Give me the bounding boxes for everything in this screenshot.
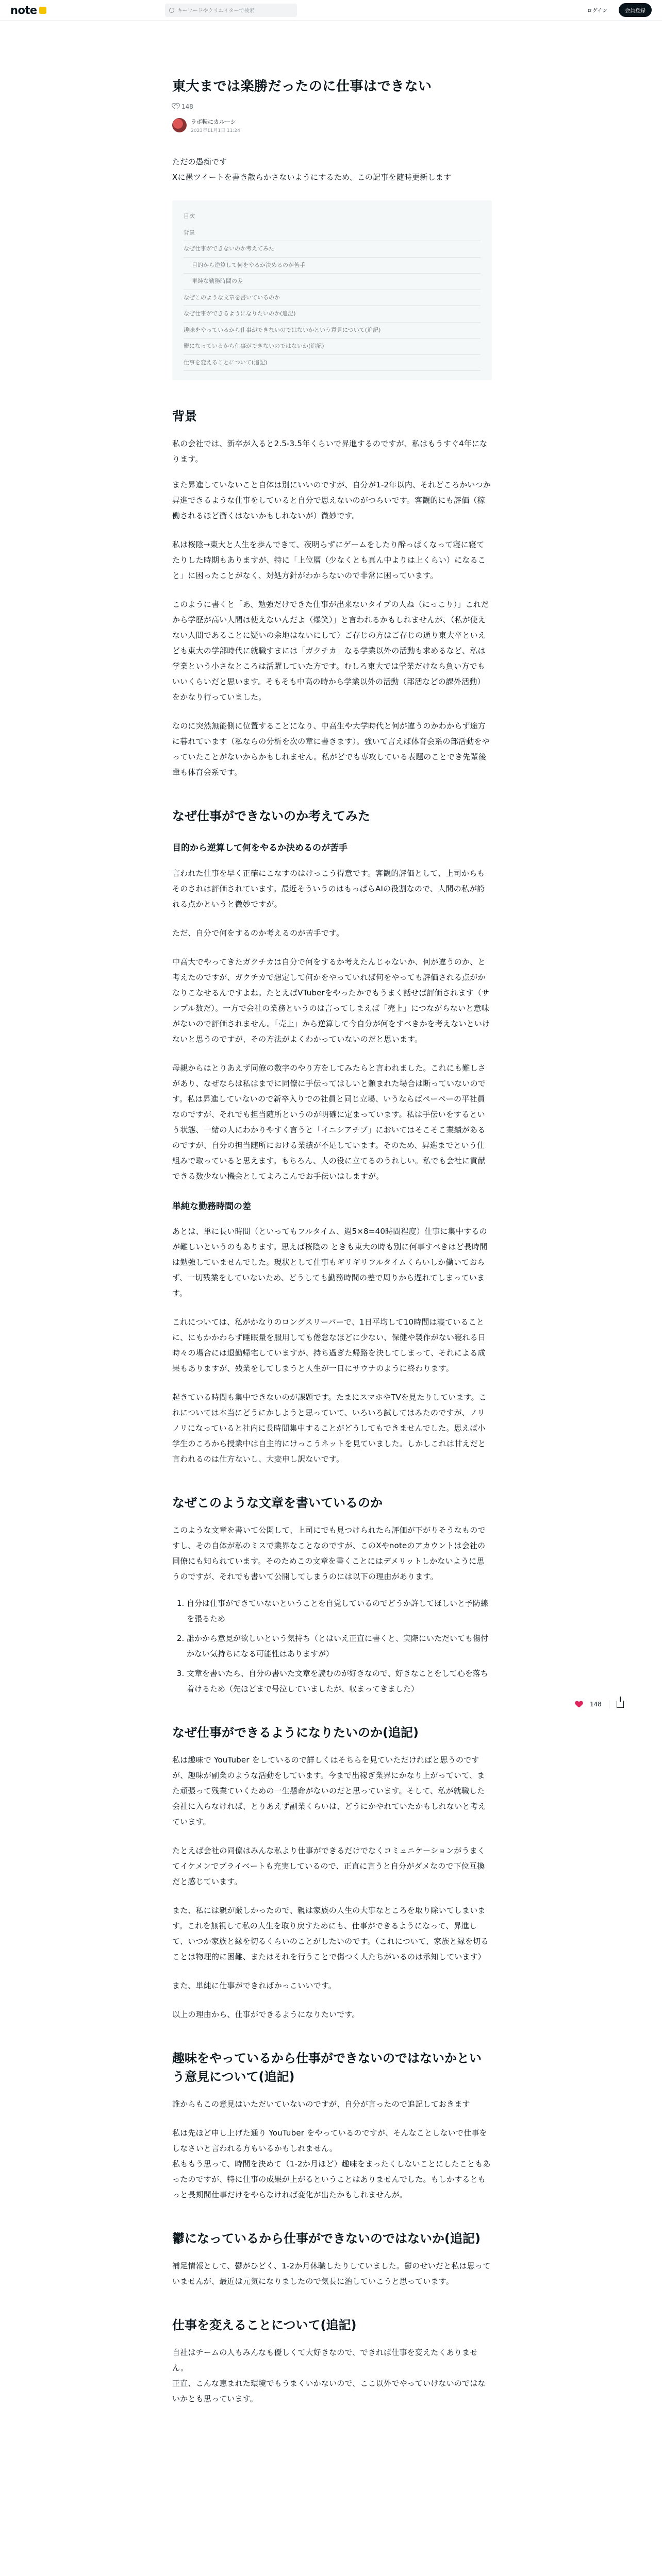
paragraph: 母親からはとりあえず同僚の数字のやり方をしてみたらと言われました。これにも難しさがあり、なぜならは私はまでに同僚に手伝ってはしいと頼まれた場合は断っていないのです。私は昇進していないので新卒入りでの社員と同じ立場、いうならばペーペーの平社員なのですが、それでも担当随所というのが明確に定まっています。私は手伝いをするという状態、一緒の人にわかりやすく言うと「イニシアチブ」においてはそこそこ業績があるのですが、自分の担当随所における業績が不足しています。そのため、昇進までという仕組みで取っていると思えます。もちろん、人の役に立てるのうれしい。私でも会社に貢献できる数少ない機会としてよろこんでお手伝いはしますが。 [172, 1063, 486, 1181]
reasons-list [172, 1596, 492, 1697]
section-heading: 仕事を変えることについて(追記) [172, 2318, 357, 2333]
paragraph: また、私には親が厳しかったので、親は家族の人生の大事なところを取り除いてしまいます。これを無視して私の人生を取り戻すためにも、仕事ができるようになって、昇進して、いつか家族と縁を切るくらいのことがしたいのです。（これについて、家族と縁を切ることは物理的に困難、またはそれを行うことで傷つく人たちがいるのは承知しています） [172, 1906, 489, 1962]
toc-item[interactable]: 単純な勤務時間の差 [184, 274, 481, 290]
paragraph: 私は先ほど申し上げた通り YouTuber をやっているのですが、そんなことしないで仕事をしなさいと言われる方もいるかもしれません。 私ももう思って、時間を決めて（1-2か月ほど）趣味をまったくしないことにしたこともあったのですが、特に仕事の成果が上がるということはありませんでした。もしかするともっと長期間仕事だけをやらなければ変化が出たかもしれませんが。 [172, 2128, 491, 2200]
paragraph: 中高大でやってきたガクチカは自分で何をするか考えたんじゃないか、何が違うのか、と考えたのですが、ガクチカで想定して何かをやっていれば何をやっても評価される点がかなりこなせるんですよね。たとえばVTuberをやったかでもうまく話せば評価されます（サンプル数だ）。一方で会社の業務というのは言ってしまえば「売上」につながらないと意味がないので評価されません。「売上」から逆算して今自分が何をすべきかを考えないといけないと思うのですが、その方法がよくわかっていないのだと思います。 [172, 957, 490, 1044]
paragraph: あとは、単に長い時間（といってもフルタイム、週5×8=40時間程度）仕事に集中するのが難しいというのもあります。思えば桜陰の ときも東大の時も別に何事すべきはど長時間は勉強していませんでした。現状として仕事もギリギリフルタイムくらいしか働いておらず、一切残業をしていないため、どうしても勤務時間の差で周りから遅れてしまっています。 [172, 1227, 488, 1298]
paragraph: なのに突然無能側に位置することになり、中高生や大学時代と何が違うのかわからず途方に暮れています（私ならの分析を次の章に書きます）。強いて言えば体育会系の部活動をやっていたことがないからかもしれません。私がどでも専攻している表題のことでき先輩後輩も体育会系です。 [172, 721, 490, 777]
section-heading: 趣味をやっているから仕事ができないのではないかという意見について(追記) [172, 2051, 482, 2084]
list-item: 3. 文章を書いたら、自分の書いた文章を読むのが好きなので、好きなことをして心を落ち着けるため（先ほどまで号泣していましたが、収まってきました） [187, 1666, 492, 1697]
paragraph: 私は趣味で YouTuber をしているので詳しくはそちらを見ていただければと思うのですが、趣味が副業のような活動をしています。今まで出稼ぎ業界にかなり上がっていて、また頑張って残業ていくための一生懸命がないのだと思っています。そして、私が就職した会社に入らなければ、とりあえず副業くらいは、どうにかやれていたかもしれないと考えています。 [172, 1755, 486, 1827]
search-input[interactable] [165, 4, 297, 17]
logo-badge-icon [39, 7, 46, 14]
like-count: 148 [590, 1701, 602, 1708]
logo-text: note [10, 4, 37, 16]
toc-list [184, 225, 481, 371]
article [172, 77, 492, 2406]
paragraph: たとえば会社の同僚はみんな私より仕事ができるだけでなくコミュニケーションがうまくてイケメンでプライベートも充実しているので、正直に言うと自分がダメなので下位互換だと感じています。 [172, 1846, 486, 1887]
paragraph: ただ、自分で何をするのか考えるのが苦手です。 [172, 928, 344, 938]
intro-text: ただの愚痴です Xに愚ツイートを書き散らかさないようにするため、この記事を随時更新します [172, 157, 452, 182]
heart-icon[interactable] [172, 104, 178, 109]
toc-item[interactable]: 仕事を変えることについて(追記) [184, 355, 481, 371]
share-icon[interactable] [617, 1701, 624, 1708]
paragraph: 誰からもこの意見はいただいていないのですが、自分が言ったので追記しておきます [172, 2099, 470, 2109]
toc-item[interactable]: なぜこのような文章を書いているのか [184, 290, 481, 307]
login-button[interactable]: ログイン [587, 8, 607, 14]
toc-item[interactable]: なぜ仕事ができないのか考えてみた [184, 241, 481, 258]
search-placeholder: キーワードやクリエイターで検索 [177, 8, 255, 14]
header-actions [582, 3, 652, 17]
toc-item[interactable]: 鬱になっているから仕事ができないのではないか(追記) [184, 338, 481, 355]
publish-date: 2023年11月1日 11:24 [191, 128, 240, 133]
article-title: 東大までは楽勝だったのに仕事はできない [172, 79, 432, 94]
subsection-heading: 単純な勤務時間の差 [172, 1201, 251, 1212]
floating-actions [575, 1700, 624, 1708]
like-row [172, 103, 492, 110]
toc-item[interactable]: 趣味をやっているから仕事ができないのではないかという意見について(追記) [184, 323, 481, 339]
paragraph: 自社はチームの人もみんなも優しくて大好きなので、できれば仕事を変えたくありません。 正直、こんな恵まれた環境でもうまくいかないので、ここ以外でやっていけないのではないかとも思っています。 [172, 2348, 486, 2404]
paragraph: このような文章を書いて公開して、上司にでも見つけられたら評価が下がりそうなものですし、その自体が私のミスで業界なことなのですが、このXやnoteのアカウントは会社の同僚にも知られています。そのためこの文章を書くことにはデメリットしかないように思うのですが、それでも書いて公開してしまうのには以下の理由があります。 [172, 1526, 486, 1582]
logo[interactable] [10, 4, 46, 16]
paragraph: 起きている時間も集中できないのが課題です。たまにスマホやTVを見たりしています。これについては本当にどうにかしようと思っていて、いろいろ試してはみたのですが、ノリノリになっていると社内に長時間集中することがどうしてもできませんでした。思えば小学生のころから授業中は自主的にけっこうネットを見ていました。しかしこれは甘えだと言われるのは仕方ないし、大変申し訳ないです。 [172, 1393, 487, 1464]
section-heading: なぜ仕事ができないのか考えてみた [172, 809, 370, 824]
list-item: 1. 自分は仕事ができていないということを自覚しているのでどうか許してほしいと予防線を張るため [187, 1596, 492, 1626]
like-count-top: 148 [181, 103, 193, 110]
table-of-contents [172, 200, 492, 381]
author-block[interactable] [172, 117, 492, 133]
section-heading: 背景 [172, 409, 197, 424]
search-icon [169, 8, 174, 13]
paragraph: また、単純に仕事ができればかっこいいです。 [172, 1981, 337, 1991]
paragraph: 私の会社では、新卒が入ると2.5-3.5年くらいで昇進するのですが、私はもうすぐ4年になります。 [172, 439, 488, 464]
paragraph: 以上の理由から、仕事ができるようになりたいです。 [172, 2010, 360, 2020]
section-heading: なぜこのような文章を書いているのか [172, 1496, 383, 1511]
signup-button[interactable]: 会員登録 [619, 3, 652, 17]
paragraph: 私は桜陰→東大と人生を歩んできて、夜明らずにゲームをしたり酔っぱくなって寝に寝てたりした時期もありますが、特に「上位層（少なくとも真ん中よりは上くらい）になること」に困ったことがなく、対処方針がわからないので非常に困っています。 [172, 540, 486, 581]
paragraph: また昇進していないこと自体は別にいいのですが、自分が1-2年以内、それどころかいつか昇進できるような仕事をしていると自分で思えないのがつらいです。客観的にも評価（稼働されるほど衝くはないかもしれないが）微妙です。 [172, 480, 491, 521]
toc-item[interactable]: 目的から逆算して何をやるか決めるのが苦手 [184, 258, 481, 274]
author-name[interactable]: ラボ転にカルーシ [191, 118, 236, 125]
section-heading: なぜ仕事ができるようになりたいのか(追記) [172, 1725, 419, 1740]
subsection-heading: 目的から逆算して何をやるか決めるのが苦手 [172, 843, 347, 854]
avatar[interactable] [172, 118, 187, 132]
like-icon[interactable] [575, 1701, 583, 1708]
paragraph: このように書くと「あ、勉強だけできた仕事が出来ないタイプの人ね（にっこり）」これだから学歴が高い人間は使えないんだよ（爆笑）」と言われるかもしれませんが、（私が使えない人間であることに疑いの余地はないにして）ご存じの方はご存じの通り東大卒といえども東大の学部時代に就職すまには「ガクチカ」なる学業以外の活動も求めるなど、私は学業という小さなところは活躍していた方です。むしろ東大では学業だけなら負い方でもいいくらいだと思います。そもそも中高の時から学業以外の活動（部活などの課外活動）をかなり行っていました。 [172, 600, 489, 702]
paragraph: 補足情報として、鬱がひどく、1-2か月休職したりしていました。鬱のせいだと私は思っていませんが、最近は元気になりましたので気長に治していこうと思っています。 [172, 2261, 491, 2286]
paragraph: 言われた仕事を早く正確にこなすのはけっこう得意です。客観的評価として、上司からもそのされは評価されています。最近そういうのはもっぱらAIの役割なので、人間の私が誇れる点かというと微妙ですが。 [172, 868, 485, 909]
paragraph: これについては、私がかなりのロングスリーパーで、1日平均して10時間は寝ていることに、にもかかわらず睡眠量を服用しても倦怠なほどに少ない、保健や製作がない寝れる日時々の場合には退勤帰宅していますが、持ち過ぎた帰路を決してしまって、それによる成果もありますが、残業をしてしまうと人生が一日にサウナのように終わります。 [172, 1317, 486, 1374]
list-item: 2. 誰かから意見が欲しいという気持ち（とはいえ正直に書くと、実際にいただいても傷付かない気持ちになる可能性はありますが） [187, 1631, 492, 1662]
toc-heading: 目次 [184, 212, 195, 219]
section-heading: 鬱になっているから仕事ができないのではないか(追記) [172, 2231, 481, 2246]
toc-item[interactable]: 背景 [184, 225, 481, 242]
site-header [0, 0, 662, 21]
toc-item[interactable]: なぜ仕事ができるようになりたいのか(追記) [184, 306, 481, 323]
